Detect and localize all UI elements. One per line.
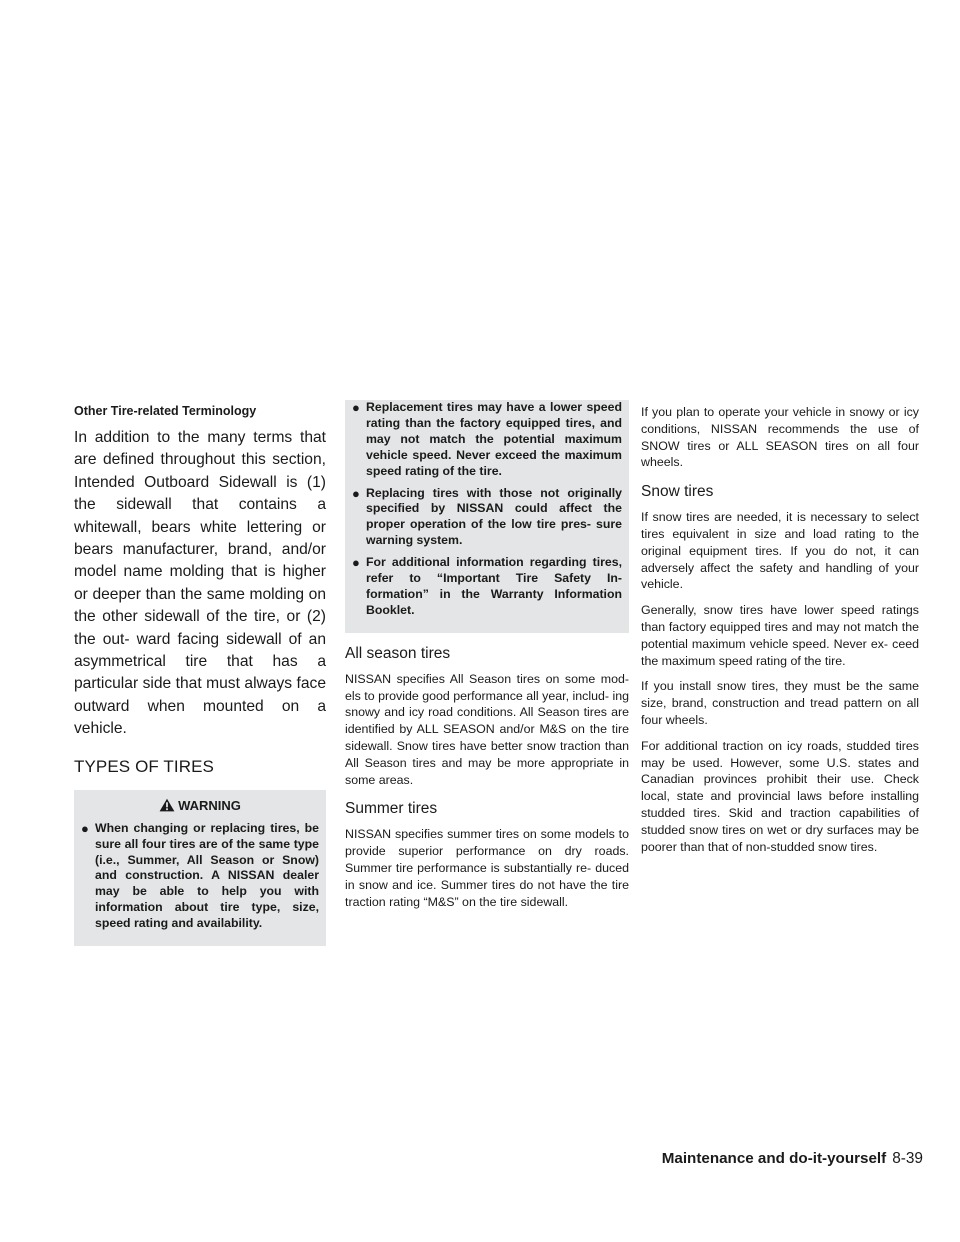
- column-1: [74, 404, 326, 946]
- bullet-icon: ●: [352, 400, 360, 415]
- warning-list-continued: [352, 400, 622, 619]
- column-3: [641, 404, 919, 864]
- bullet-icon: ●: [81, 820, 89, 836]
- warning-item: ● Replacement tires may have a lower speed rating than the factory equipped tires, and may not match the potential maximum vehicle speed. Never exceed the maximum speed rating of the tire.: [352, 400, 622, 478]
- summer-heading: Summer tires: [345, 800, 438, 818]
- column-2: [345, 400, 629, 919]
- page-footer: [653, 1150, 923, 1168]
- all-season-heading: All season tires: [345, 644, 451, 662]
- summer-paragraph: NISSAN specifies summer tires on some models to provide superior performance on dry roads. Summer tire performance is substantially re- duced in snow and ice. Summer tires do not have the tire traction rating “M&S” on the tire sidewall.: [345, 827, 629, 909]
- warning-box: [74, 790, 326, 946]
- warning-item: ● Replacing tires with those not originally specified by NISSAN could affect the proper operation of the low tire pres- sure warning system.: [352, 485, 622, 548]
- terminology-paragraph: In addition to the many terms that are defined throughout this section, Intended Outboard Sidewall is (1) the sidewall that contains a whitewall, bears white lettering or bears manufacturer, brand, and/or model name molding that is higher or deeper than the same molding on the other sidewall of the tire, or (2) the out- ward facing sidewall of an asymmetrical tire that has a particular side that must always face outward when mounted on a vehicle.: [74, 429, 326, 738]
- snow-intro-paragraph: If you plan to operate your vehicle in snowy or icy conditions, NISSAN recommends the use of SNOW tires or ALL SEASON tires on all four wheels.: [641, 405, 919, 470]
- warning-header: [81, 796, 319, 821]
- warning-item: ● When changing or replacing tires, be sure all four tires are of the same type (i.e., Summer, All Season or Snow) and construction. A NISSAN dealer may be able to help you with information about tire type, size, speed rating and availability.: [81, 820, 319, 931]
- section-title: TYPES OF TIRES: [74, 756, 214, 776]
- page-number: 8-39: [892, 1150, 923, 1167]
- warning-title: WARNING: [178, 797, 241, 813]
- bullet-icon: ●: [352, 555, 360, 571]
- snow-paragraph: Generally, snow tires have lower speed ratings than factory equipped tires and may not match the potential maximum vehicle speed. Never ex- ceed the maximum speed rating of the tire.: [641, 603, 919, 668]
- chapter-title: Maintenance and do-it-yourself: [661, 1150, 887, 1167]
- snow-paragraph: If snow tires are needed, it is necessary to select tires equivalent in size and load rating to the original equipment tires. If you do not, it can adversely affect the safety and handling of your vehicle.: [641, 510, 919, 592]
- warning-list: [81, 821, 319, 932]
- snow-heading: Snow tires: [641, 483, 714, 501]
- subheading-terminology: Other Tire-related Terminology: [74, 404, 257, 418]
- all-season-paragraph: NISSAN specifies All Season tires on some mod- els to provide good performance all year, includ- ing snowy and icy road conditions. All Season tires are identified by ALL SEASON and/or M&S on the tire sidewall. Snow tires have better snow traction than All Season tires and may be more appropriate in some areas.: [345, 671, 629, 787]
- warning-triangle-icon: [159, 798, 175, 812]
- warning-box-continued: [345, 400, 629, 633]
- snow-paragraph: For additional traction on icy roads, studded tires may be used. However, some U.S. states and Canadian provinces prohibit their use. Check local, state and provincial laws before installing studded tires. Skid and traction capabilities of studded snow tires on wet or dry surfaces may be poorer than that of non-studded snow tires.: [641, 738, 919, 854]
- bullet-icon: ●: [352, 485, 360, 501]
- warning-item: ● For additional information regarding tires, refer to “Important Tire Safety In- formation” in the Warranty Information Booklet.: [352, 555, 622, 617]
- snow-paragraph: If you install snow tires, they must be the same size, brand, construction and tread pattern on all four wheels.: [641, 679, 919, 727]
